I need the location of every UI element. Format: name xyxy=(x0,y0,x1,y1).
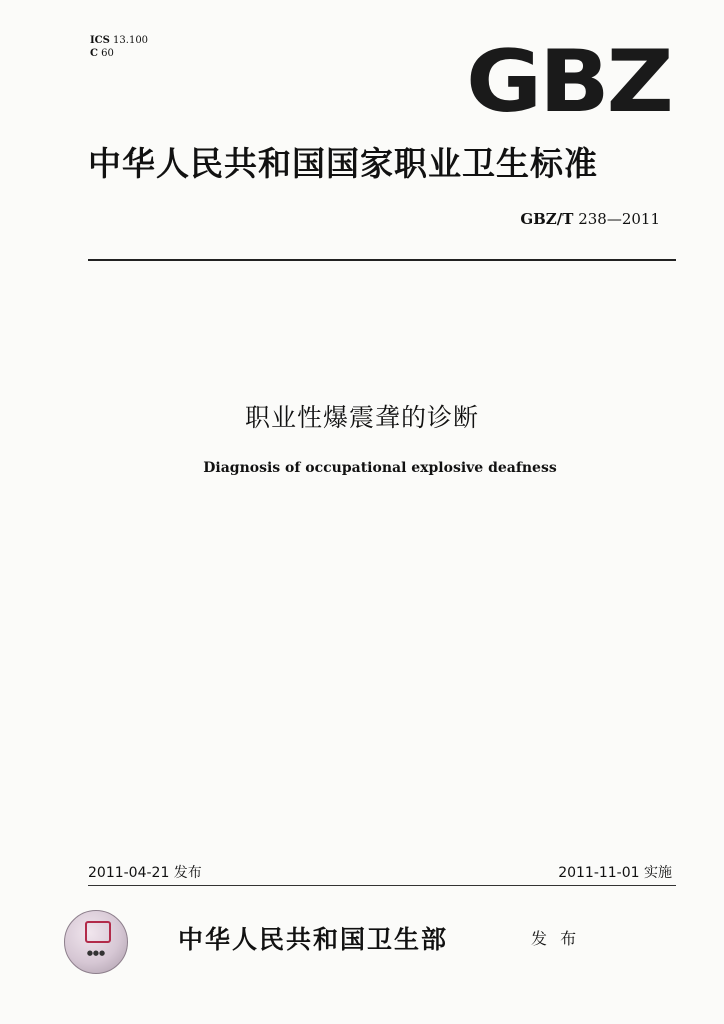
standard-category-title: 中华人民共和国国家职业卫生标准 xyxy=(88,144,598,183)
seal-mark: ●●● xyxy=(86,949,106,957)
ccs-label: C xyxy=(90,48,98,59)
classification-codes xyxy=(90,34,148,60)
header-divider xyxy=(88,259,676,261)
anti-counterfeit-seal-icon xyxy=(64,910,128,974)
document-title-en: Diagnosis of occupational explosive deafness xyxy=(203,460,557,476)
ics-label: ICS xyxy=(90,35,110,46)
standard-number-value: 238—2011 xyxy=(578,210,660,228)
standard-number-prefix: GBZ/T xyxy=(520,210,574,228)
standard-number xyxy=(520,210,660,228)
issuing-label: 发 布 xyxy=(531,929,581,948)
implement-date: 2011-11-01 实施 xyxy=(558,865,672,881)
seal-emblem-icon xyxy=(85,921,111,943)
issuing-authority: 中华人民共和国卫生部 xyxy=(178,925,449,954)
footer-divider xyxy=(88,885,676,886)
ics-code: 13.100 xyxy=(113,35,149,46)
ccs-code: 60 xyxy=(101,48,114,59)
gbz-logo: GBZ xyxy=(466,32,671,132)
document-title-zh: 职业性爆震聋的诊断 xyxy=(244,403,479,432)
publish-date: 2011-04-21 发布 xyxy=(88,865,202,881)
